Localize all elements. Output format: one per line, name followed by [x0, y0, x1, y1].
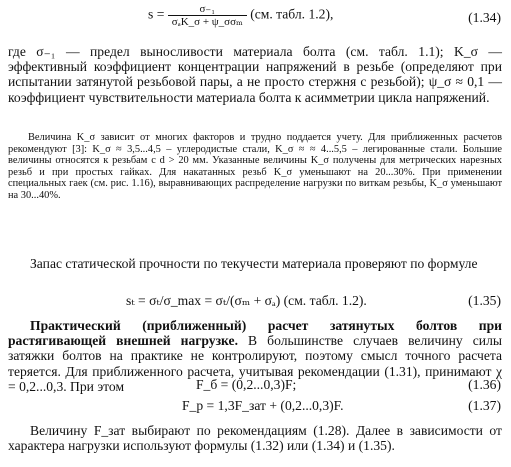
equation-1-34-reference: (см. табл. 1.2),	[250, 6, 334, 22]
equation-1-37: F_р = 1,3F_зат + (0,2...0,3)F.	[182, 398, 344, 413]
equation-1-36: F_б = (0,2...0,3)F;	[196, 377, 297, 392]
section-heading-inline: Практический (приближенный) расчет затянутых болтов при растягивающей внешней нагрузке.	[8, 318, 502, 349]
paragraph-static-strength-text: Запас статической прочности по текучести материала проверяют по формуле	[30, 256, 478, 271]
paragraph-definitions-text: где σ₋₁ — предел выносливости материала болта (см. табл. 1.1); K_σ — эффективный коэффициент концентрации напряжений в резьбе (определяют при испытании затянутой резьбовой пары, а не просто стержня с резьбой); ψ_σ ≈ 0,1 — коэффициент чувствительности материала болта к асимметрии цикла напряжений.	[8, 44, 502, 105]
note-small-print	[8, 132, 502, 202]
equation-number-1-36: (1.36)	[468, 377, 501, 392]
paragraph-practical-text: В большинстве случаев величину силы затяжки болтов на практике не контролируют, поэтому смысл точного расчета теряется. Для приближенного расчета, учитывая рекомендации (1.31), принимают χ = 0,2...0,3. При этом	[8, 333, 502, 394]
fraction-numerator: σ₋₁	[168, 3, 247, 16]
equation-1-35: sₜ = σₜ/σ_max = σₜ/(σₘ + σₐ) (см. табл. 1.2).	[126, 293, 367, 308]
note-text: Величина K_σ зависит от многих факторов и трудно поддается учету. Для приближенных расчетов рекомендуют [3]: K_σ ≈ 3,5...4,5 – углеродистые стали, K_σ ≈ ≈ 4...5,5 – легированные стали. Большие величины относятся к резьбам с d > 20 мм. Указанные величины K_σ получены для метрических нарезных резьб и при простых гайках. Для накатанных резьб K_σ уменьшают на 20...30%. При применении специальных гаек (см. рис. 1.16), выравнивающих распределение нагрузки по виткам резьбы, K_σ уменьшают на 30...40%.	[8, 132, 502, 201]
equation-number-1-34: (1.34)	[468, 10, 501, 25]
paragraph-preload-text: Величину F_зат выбирают по рекомендациям (1.28). Далее в зависимости от характера нагрузки используют формулы (1.32) или (1.34) и (1.35).	[8, 423, 502, 454]
paragraph-preload-selection	[8, 423, 502, 453]
equation-number-1-35: (1.35)	[468, 293, 501, 308]
equation-1-34-lhs: s =	[148, 6, 165, 22]
paragraph-static-strength	[8, 256, 502, 271]
paragraph-definitions	[8, 44, 502, 105]
fraction-denominator: σₐK_σ + ψ_σσₘ	[171, 16, 243, 28]
equation-1-34	[148, 3, 333, 28]
equation-number-1-37: (1.37)	[468, 398, 501, 413]
equation-1-34-fraction	[168, 3, 247, 28]
